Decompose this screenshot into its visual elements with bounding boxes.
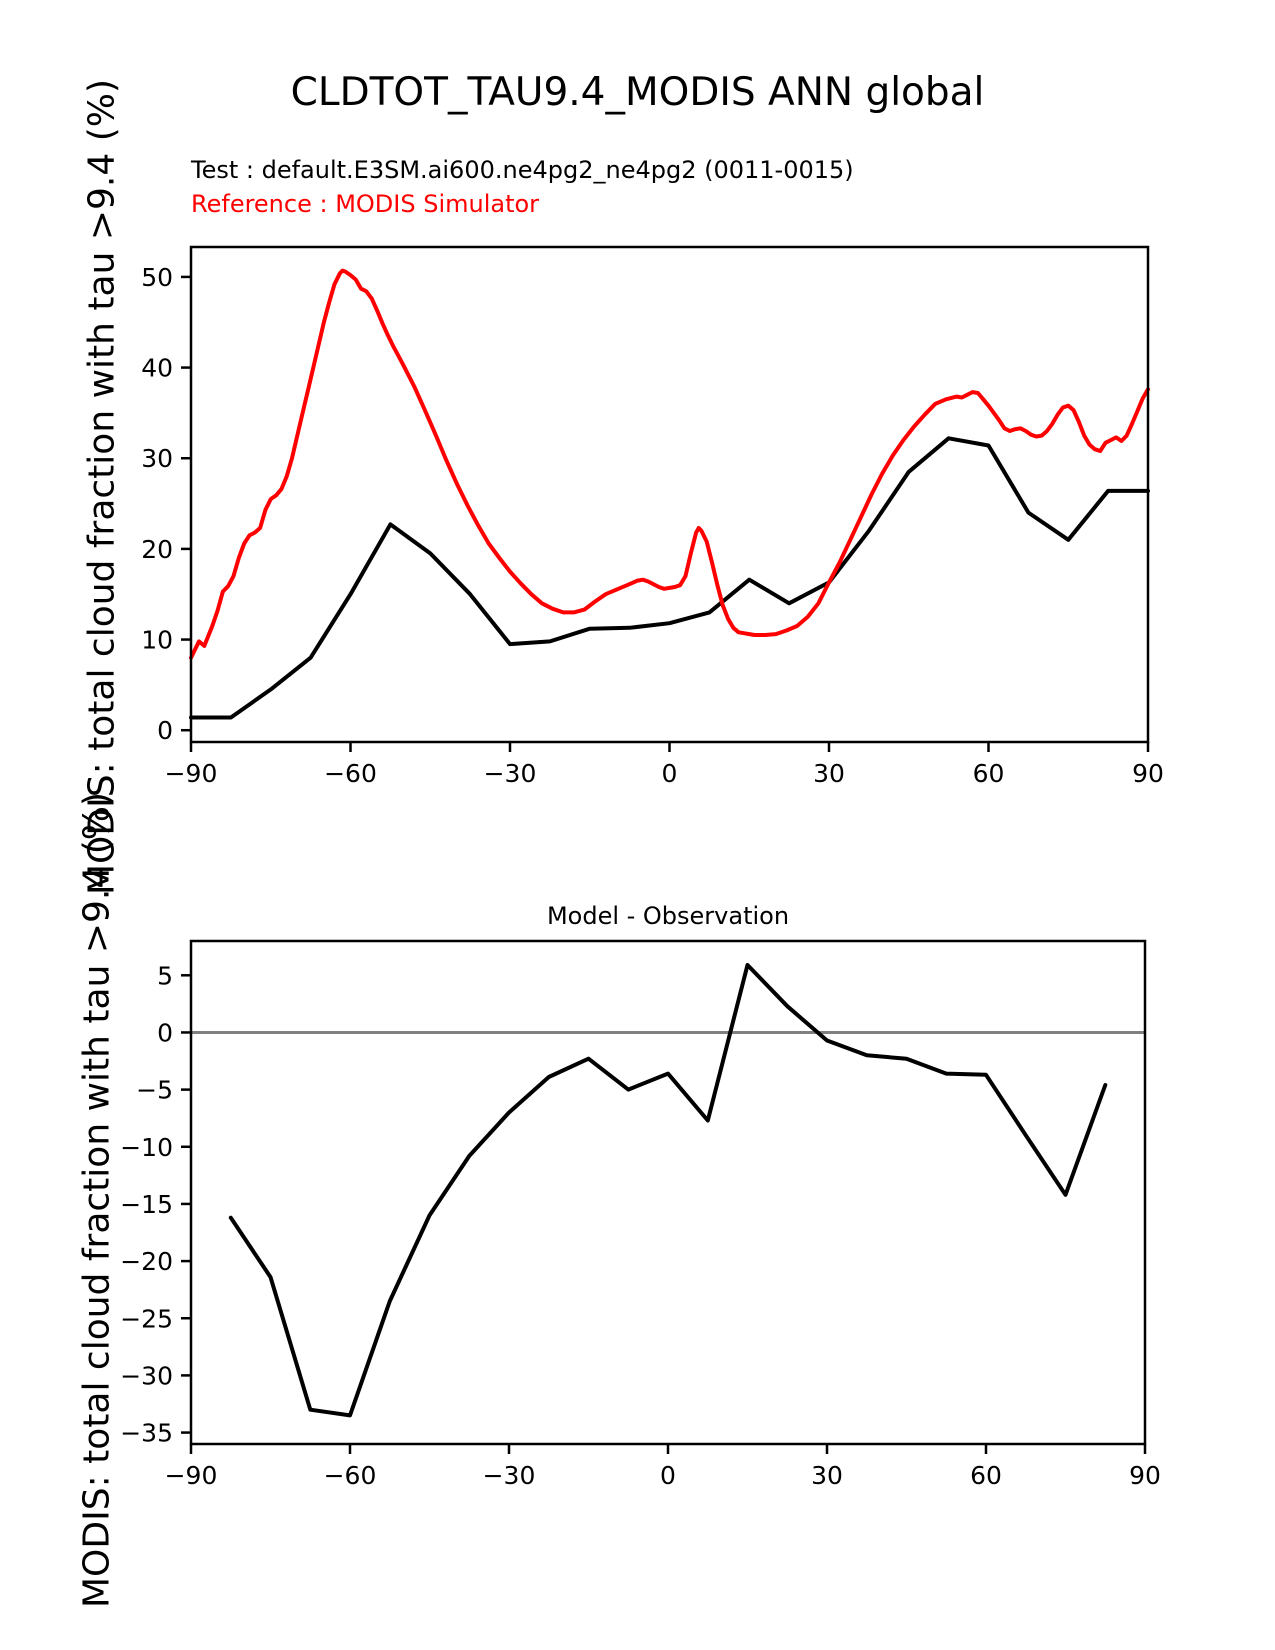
x-tick-label-plot1: 60	[972, 759, 1005, 788]
y-tick-label-plot1: 10	[141, 625, 173, 655]
y-tick-label-plot2: −5	[136, 1075, 173, 1105]
y-tick-label-plot1: 40	[141, 353, 173, 383]
x-tick-label-plot1: 90	[1132, 759, 1164, 788]
y-tick-label-plot2: 5	[157, 961, 173, 991]
x-tick-label-plot1: 0	[661, 759, 678, 788]
x-tick-label-plot2: −30	[482, 1461, 536, 1490]
x-tick-label-plot1: −90	[164, 759, 218, 788]
x-tick-label-plot2: 90	[1129, 1461, 1161, 1490]
axes-spines-plot1	[191, 247, 1148, 742]
y-tick-label-plot2: −15	[120, 1189, 173, 1219]
x-tick-label-plot2: 0	[660, 1461, 676, 1490]
y-tick-label-plot1: 30	[141, 444, 173, 474]
y-tick-label-plot2: −25	[120, 1304, 173, 1334]
chart-title: CLDTOT_TAU9.4_MODIS ANN global	[290, 70, 985, 115]
y-tick-label-plot2: −30	[120, 1361, 173, 1391]
legend-test-label: Test : default.E3SM.ai600.ne4pg2_ne4pg2 (0011-0015)	[191, 156, 854, 184]
y-tick-label-plot1: 20	[141, 534, 173, 564]
y-tick-label-plot1: 0	[157, 716, 173, 746]
x-tick-label-plot2: 30	[811, 1461, 843, 1490]
series-plot1-test	[191, 438, 1148, 717]
y-tick-label-plot2: −10	[120, 1132, 173, 1162]
x-tick-label-plot1: −30	[483, 759, 537, 788]
legend-reference-label: Reference : MODIS Simulator	[191, 190, 540, 218]
x-tick-label-plot2: −60	[323, 1461, 377, 1490]
y-tick-label-plot2: −35	[120, 1418, 173, 1448]
x-tick-label-plot2: −90	[164, 1461, 218, 1490]
x-tick-label-plot1: −60	[324, 759, 377, 788]
top-plot-ylabel: MODIS: total cloud fraction with tau >9.4 (%)	[81, 79, 123, 895]
series-plot1-reference	[191, 271, 1148, 658]
bottom-plot-ylabel: MODIS: total cloud fraction with tau >9.4 (%)	[76, 792, 118, 1608]
bottom-plot-title: Model - Observation	[546, 902, 790, 930]
y-tick-label-plot2: 0	[157, 1018, 173, 1048]
y-tick-label-plot1: 50	[141, 262, 173, 292]
axes-spines-plot2	[191, 941, 1145, 1444]
x-tick-label-plot1: 30	[813, 759, 845, 788]
y-tick-label-plot2: −20	[120, 1247, 173, 1277]
x-tick-label-plot2: 60	[970, 1461, 1002, 1490]
